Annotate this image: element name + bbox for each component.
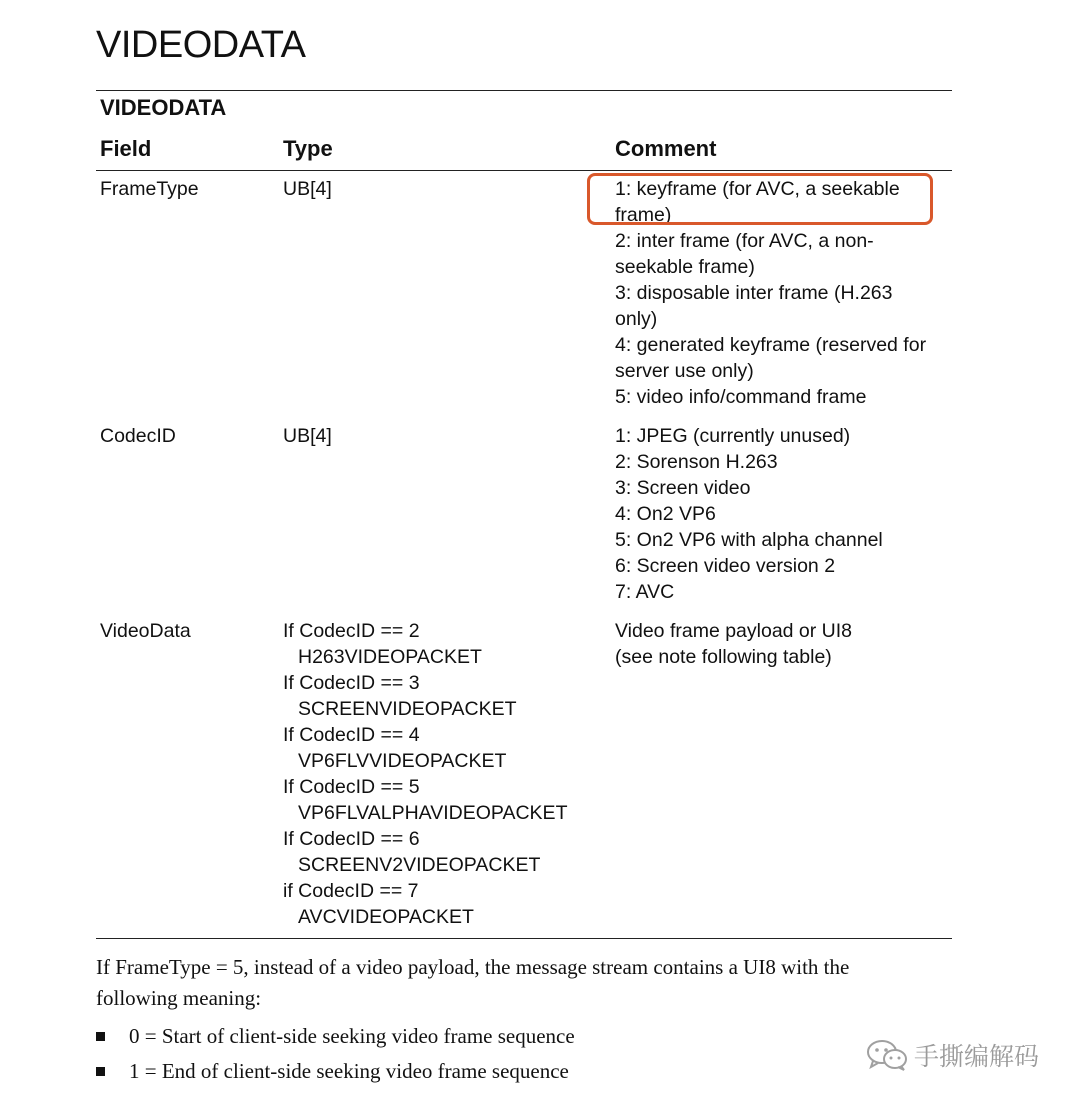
- header-type: Type: [283, 136, 333, 161]
- row-videodata-comment: Video frame payload or UI8 (see note following table): [615, 620, 853, 668]
- table-bottom-rule: [96, 938, 952, 939]
- wechat-icon: [866, 1038, 908, 1072]
- bullet-square-icon: [96, 1032, 105, 1041]
- row-videodata-field: VideoData: [100, 620, 191, 642]
- row-videodata-type: If CodecID == 2 H263VIDEOPACKET If CodecID == 3 SCREENVIDEOPACKET If CodecID == 4 VP6FLVVIDEOPACKET If CodecID == 5 VP6FLVALPHAVIDEOPACKET If CodecID == 6 SCREENV2VIDEOPACKET if CodecID == 7 AVCVIDEOPACKET: [283, 620, 568, 928]
- row-codecid-comment: 1: JPEG (currently unused) 2: Sorenson H.263 3: Screen video 4: On2 VP6 5: On2 VP6 with alpha channel 6: Screen video version 2 7: AVC: [615, 425, 883, 603]
- row-codecid-field: CodecID: [100, 425, 176, 447]
- note-paragraph: If FrameType = 5, instead of a video payload, the message stream contains a UI8 with the following meaning:: [96, 955, 850, 1010]
- page-title: VIDEODATA: [96, 24, 306, 66]
- list-item: 0 = Start of client-side seeking video frame sequence: [96, 1022, 575, 1050]
- bullet-square-icon: [96, 1067, 105, 1076]
- row-frametype-comment: 1: keyframe (for AVC, a seekable frame) 2: inter frame (for AVC, a non- seekable frame) 3: disposable inter frame (H.263 only) 4: generated keyframe (reserved for server use only) 5: video info/command frame: [615, 178, 927, 408]
- header-rule: [96, 170, 952, 171]
- watermark: [866, 1037, 1039, 1073]
- list-item: 1 = End of client-side seeking video frame sequence: [96, 1057, 569, 1085]
- header-field: Field: [100, 136, 152, 161]
- table-title: VIDEODATA: [100, 95, 227, 120]
- watermark-text: 手撕编解码: [914, 1042, 1040, 1071]
- row-frametype-field: FrameType: [100, 178, 199, 200]
- row-codecid-type: UB[4]: [283, 425, 332, 447]
- keyframe-highlight-box: [587, 173, 933, 225]
- table-top-rule: [96, 90, 952, 91]
- row-frametype-type: UB[4]: [283, 178, 332, 200]
- header-comment: Comment: [615, 136, 717, 161]
